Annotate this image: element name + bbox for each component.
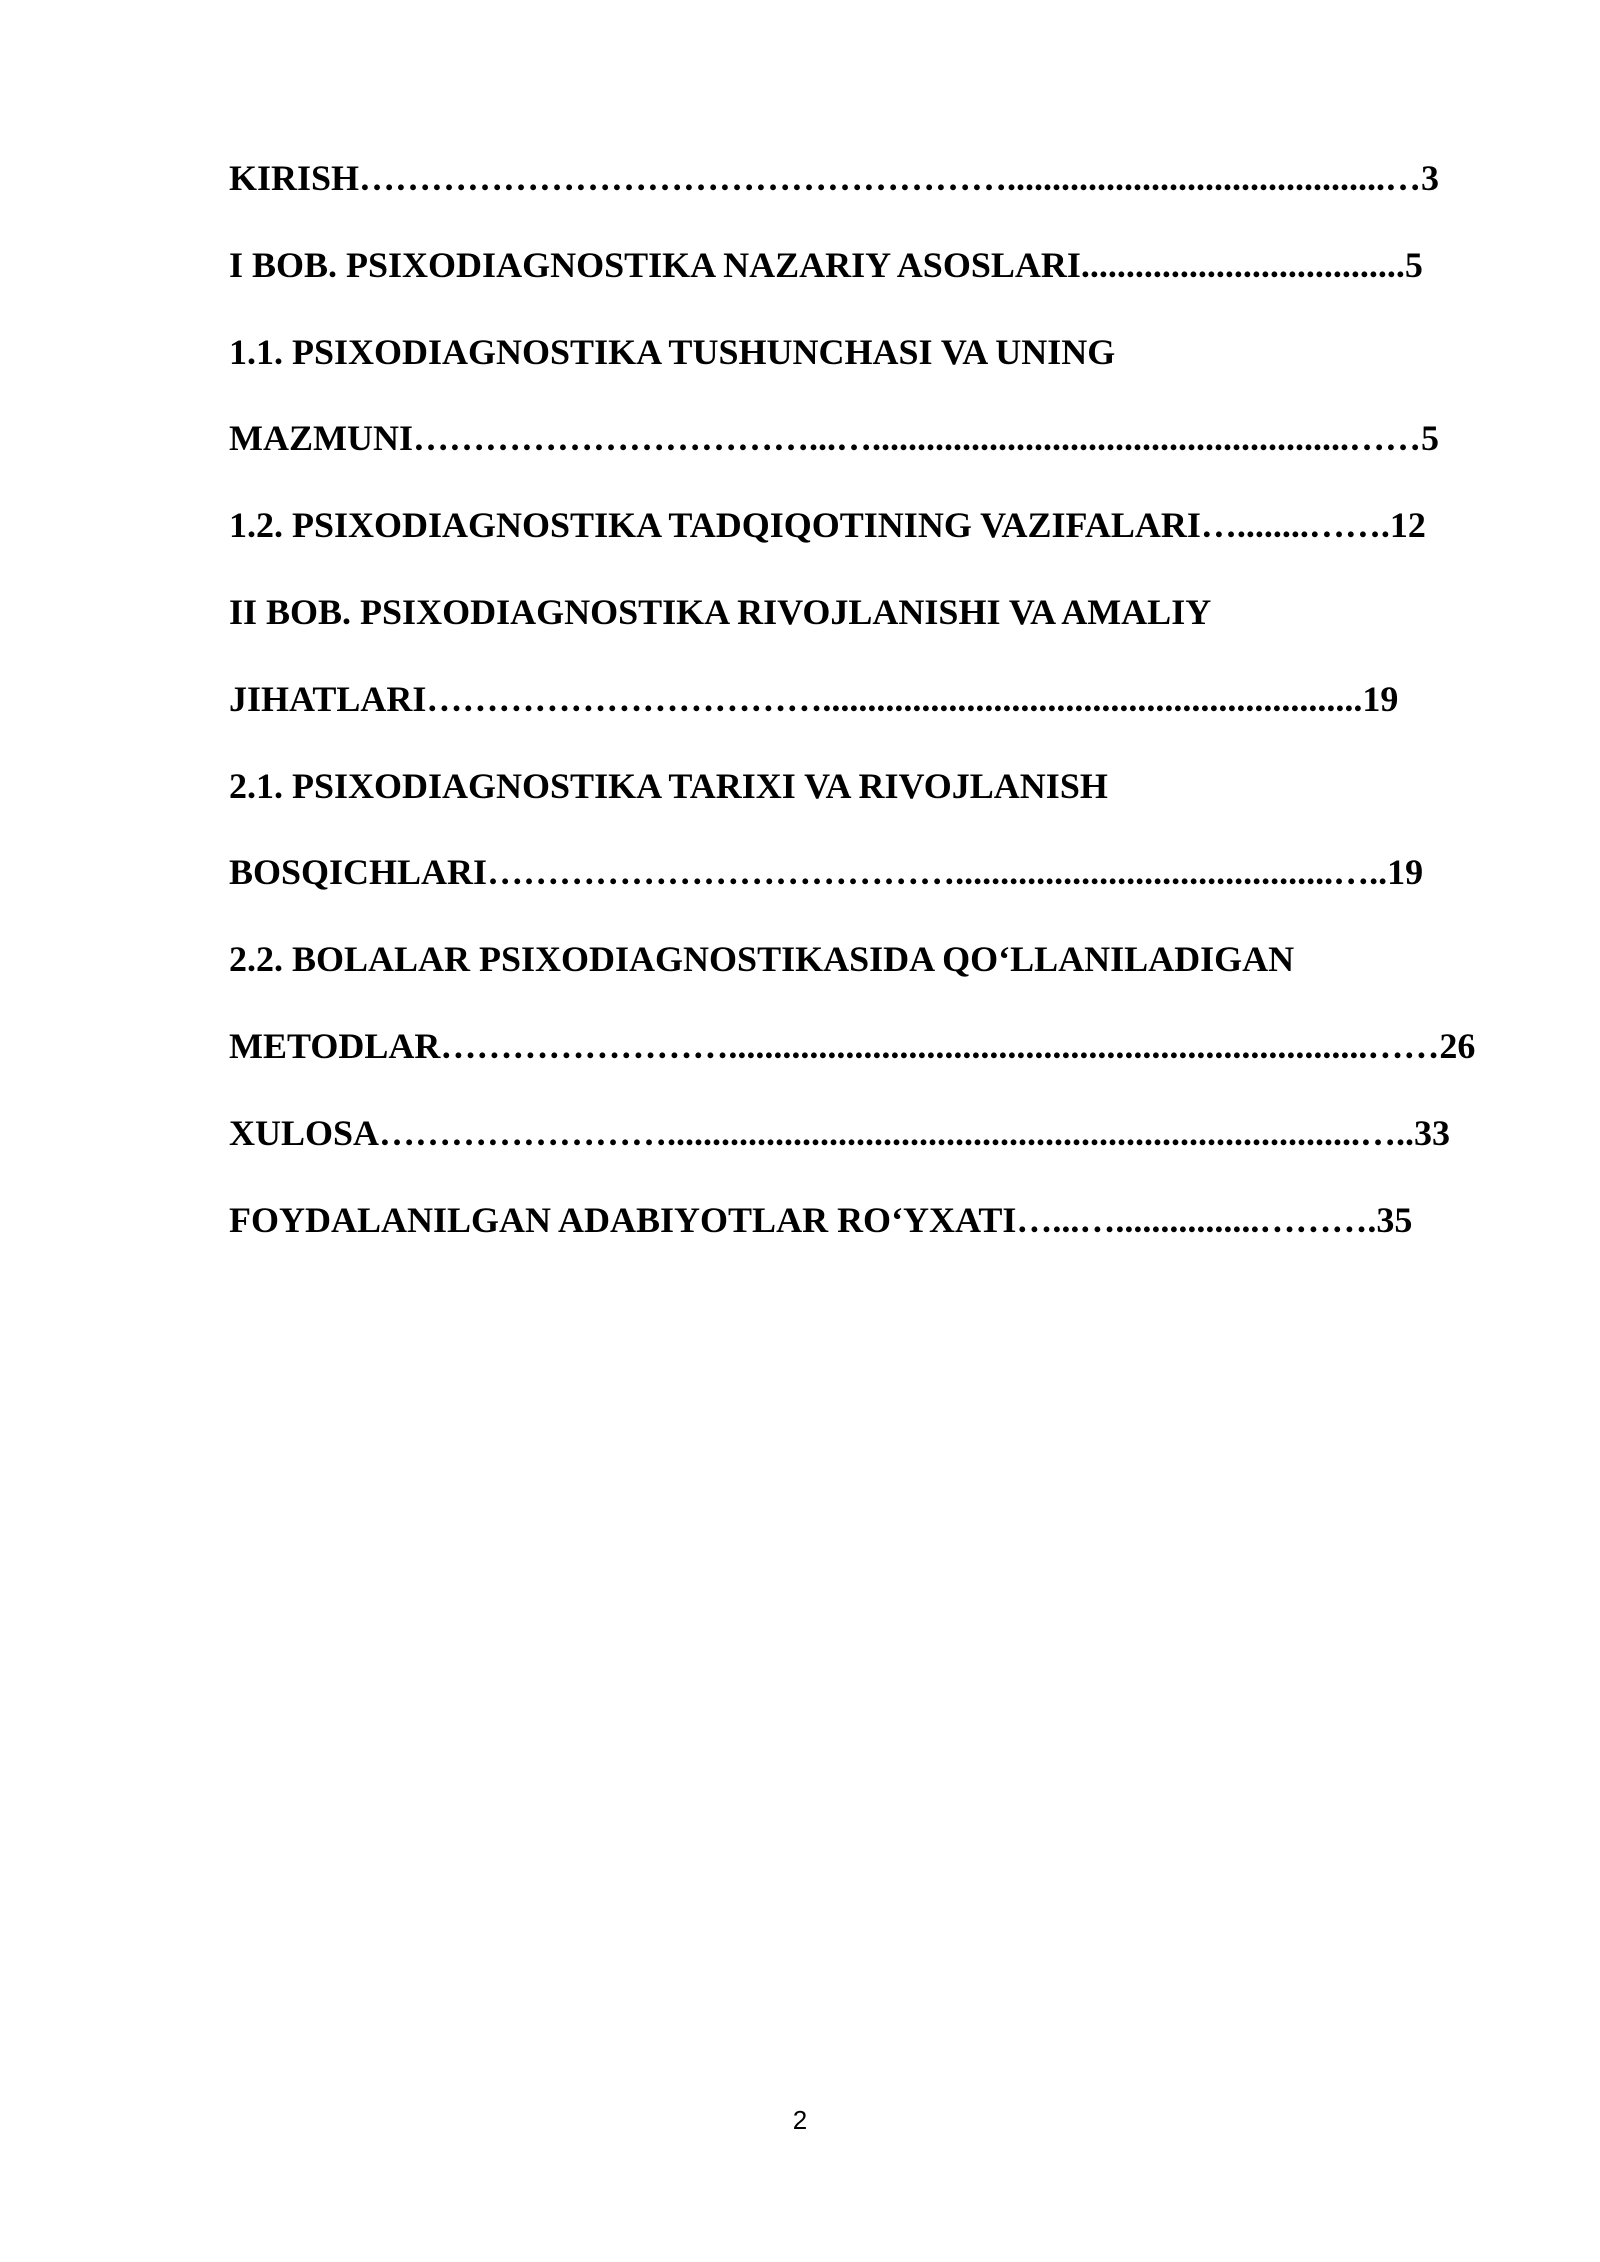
toc-entry-chapter-2-continued: JIHATLARI……………………………............................................................19	[229, 678, 1399, 719]
toc-entry-section-2-2-title: 2.2. BOLALAR PSIXODIAGNOSTIKASIDA QO‘LLANILADIGAN	[229, 939, 1295, 980]
toc-entry-kirish: KIRISH………………………………………………..........................................…3	[229, 158, 1440, 198]
toc-entry-xulosa: XULOSA…………………….............................................................................…..33	[229, 1112, 1451, 1153]
page-number: 2	[792, 2105, 808, 2135]
toc-entry-section-1-1-continued: MAZMUNI……………………………...….....................................................……5	[229, 418, 1439, 459]
toc-entry-section-2-2-continued: METODLAR…………………….......................................................................……26	[229, 1025, 1476, 1066]
toc-entry-section-2-1-title: 2.1. PSIXODIAGNOSTIKA TARIXI VA RIVOJLANISH	[229, 765, 1108, 806]
toc-entry-section-1-2: 1.2. PSIXODIAGNOSTIKA TADQIQOTINING VAZIFALARI…........…….12	[229, 505, 1426, 546]
toc-entry-section-2-1-continued: BOSQICHLARI…………………………………..........................................…..19	[229, 852, 1424, 893]
toc-entry-chapter-2-title: II BOB. PSIXODIAGNOSTIKA RIVOJLANISHI VA AMALIY	[229, 591, 1212, 632]
toc-entry-chapter-1: I BOB. PSIXODIAGNOSTIKA NAZARIY ASOSLARI....................................5	[229, 244, 1423, 285]
toc-entry-bibliography: FOYDALANILGAN ADABIYOTLAR RO‘YXATI…...…................……….35	[229, 1199, 1413, 1240]
table-of-contents	[229, 148, 1489, 1276]
toc-entry-section-1-1-title: 1.1. PSIXODIAGNOSTIKA TUSHUNCHASI VA UNING	[229, 331, 1116, 372]
